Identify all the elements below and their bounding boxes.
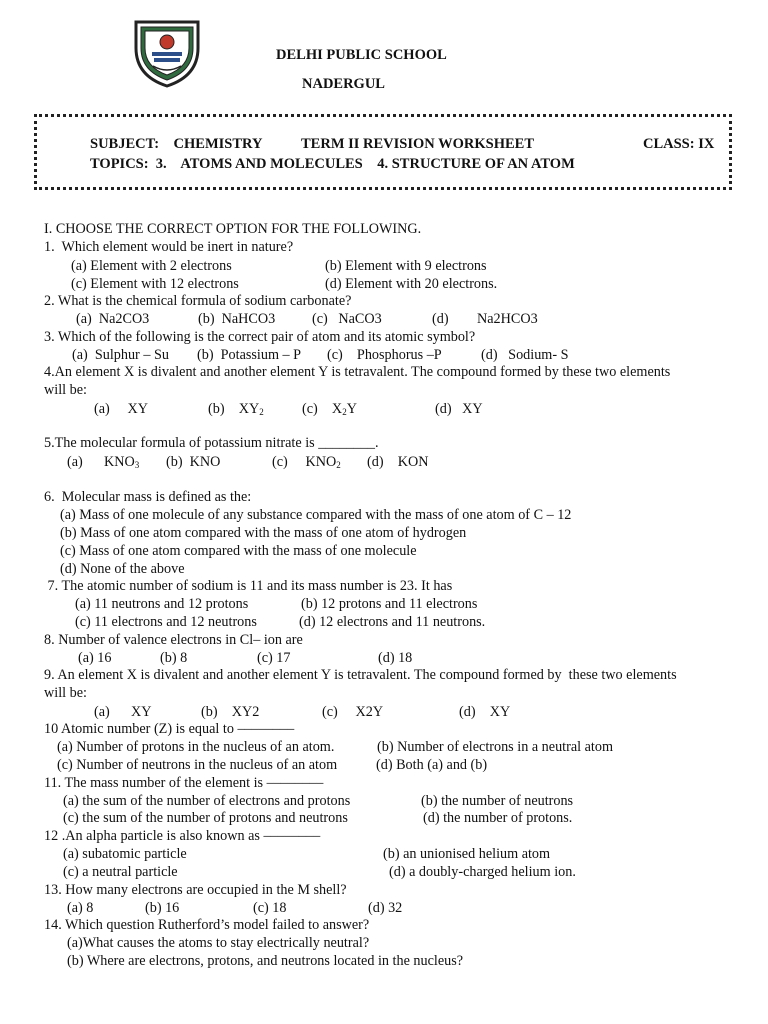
school-location: NADERGUL	[302, 76, 385, 92]
q2-option-d: (d)	[432, 311, 449, 327]
q12-option-b: (b) an unionised helium atom	[383, 846, 551, 862]
q5-option-d: (d) KON	[367, 454, 429, 470]
q5-option-b: (b) KNO	[166, 454, 221, 470]
q3-option-a: (a) Sulphur – Su	[72, 347, 169, 363]
q7-option-b: (b) 12 protons and 11 electrons	[301, 596, 478, 612]
q9-text-line2: will be:	[44, 685, 87, 701]
q4-option-a: (a) XY	[94, 401, 148, 417]
q12-text: 12 .An alpha particle is also known as ––––––––	[44, 828, 321, 844]
q11-option-c: (c) the sum of the number of protons and neutrons	[63, 810, 348, 826]
q5-text: 5.The molecular formula of potassium nitrate is ________.	[44, 435, 379, 451]
q3-option-c: (c) Phosphorus –P	[327, 347, 442, 363]
q2-text: 2. What is the chemical formula of sodium carbonate?	[44, 293, 352, 309]
q10-option-a: (a) Number of protons in the nucleus of an atom.	[57, 739, 335, 755]
q2-option-b: (b) NaHCO3	[198, 311, 276, 327]
q4-text-line1: 4.An element X is divalent and another element Y is tetravalent. The compound formed by these two elements	[44, 364, 671, 380]
q14-option-b: (b) Where are electrons, protons, and neutrons located in the nucleus?	[67, 953, 464, 969]
q3-text: 3. Which of the following is the correct pair of atom and its atomic symbol?	[44, 329, 476, 345]
q12-option-a: (a) subatomic particle	[63, 846, 187, 862]
q7-option-c: (c) 11 electrons and 12 neutrons	[75, 614, 257, 630]
q5-option-c: (c) $KNO_2$	[272, 454, 341, 470]
school-name: DELHI PUBLIC SCHOOL	[276, 47, 447, 63]
worksheet-title: TERM II REVISION WORKSHEET	[301, 136, 534, 152]
q13-option-d: (d) 32	[368, 900, 403, 916]
subject-label: SUBJECT: CHEMISTRY	[90, 136, 263, 152]
q13-option-b: (b) 16	[145, 900, 180, 916]
q12-option-d: (d) a doubly-charged helium ion.	[389, 864, 576, 880]
q6-option-d: (d) None of the above	[60, 561, 185, 577]
topics-label: TOPICS: 3. ATOMS AND MOLECULES 4. STRUCTURE OF AN ATOM	[90, 156, 575, 172]
q7-option-a: (a) 11 neutrons and 12 protons	[75, 596, 249, 612]
q1-option-c: (c) Element with 12 electrons	[71, 276, 239, 292]
q8-option-d: (d) 18	[378, 650, 413, 666]
q3-option-b: (b) Potassium – P	[197, 347, 302, 363]
q11-text: 11. The mass number of the element is ––––––––	[44, 775, 324, 791]
q8-option-b: (b) 8	[160, 650, 188, 666]
q6-option-c: (c) Mass of one atom compared with the mass of one molecule	[60, 543, 417, 559]
q8-text: 8. Number of valence electrons in Cl– ion are	[44, 632, 303, 648]
q4-option-d: (d) XY	[435, 401, 483, 417]
q9-option-a: (a) XY	[94, 704, 152, 720]
school-crest-logo	[128, 18, 206, 88]
q1-text: 1. Which element would be inert in nature?	[44, 239, 294, 255]
q2-option-a: (a) Na2CO3	[76, 311, 150, 327]
q11-option-b: (b) the number of neutrons	[421, 793, 574, 809]
q10-text: 10 Atomic number (Z) is equal to ––––––––	[44, 721, 295, 737]
q10-option-b: (b) Number of electrons in a neutral atom	[377, 739, 613, 755]
q2-option-c: (c) NaCO3	[312, 311, 382, 327]
q14-option-a: (a)What causes the atoms to stay electrically neutral?	[67, 935, 370, 951]
q8-option-a: (a) 16	[78, 650, 112, 666]
q4-option-b: (b) $XY_2$	[208, 401, 264, 417]
q7-option-d: (d) 12 electrons and 11 neutrons.	[299, 614, 486, 630]
q1-option-b: (b) Element with 9 electrons	[325, 258, 487, 274]
class-label: CLASS: IX	[643, 136, 715, 152]
q5-option-a: (a) $KNO_3$	[67, 454, 140, 470]
q7-text: 7. The atomic number of sodium is 11 and its mass number is 23. It has	[44, 578, 453, 594]
q8-option-c: (c) 17	[257, 650, 291, 666]
q3-option-d: (d) Sodium- S	[481, 347, 569, 363]
q1-option-a: (a) Element with 2 electrons	[71, 258, 232, 274]
q12-option-c: (c) a neutral particle	[63, 864, 178, 880]
q9-option-c: (c) X2Y	[322, 704, 384, 720]
q4-text-line2: will be:	[44, 382, 87, 398]
q1-option-d: (d) Element with 20 electrons.	[325, 276, 498, 292]
q11-option-d: (d) the number of protons.	[423, 810, 573, 826]
q13-option-c: (c) 18	[253, 900, 287, 916]
q9-option-d: (d) XY	[459, 704, 511, 720]
q4-option-c: (c) $X_2Y$	[302, 401, 357, 417]
q6-option-a: (a) Mass of one molecule of any substance compared with the mass of one atom of C – 12	[60, 507, 572, 523]
q13-option-a: (a) 8	[67, 900, 94, 916]
q10-option-c: (c) Number of neutrons in the nucleus of an atom	[57, 757, 338, 773]
q9-text-line1: 9. An element X is divalent and another element Y is tetravalent. The compound formed by these two elements	[44, 667, 677, 683]
q6-text: 6. Molecular mass is defined as the:	[44, 489, 252, 505]
q14-text: 14. Which question Rutherford’s model failed to answer?	[44, 917, 370, 933]
q13-text: 13. How many electrons are occupied in the M shell?	[44, 882, 347, 898]
q2-option-d-value: Na2HCO3	[477, 311, 538, 327]
q9-option-b: (b) XY2	[201, 704, 260, 720]
section-title: I. CHOOSE THE CORRECT OPTION FOR THE FOLLOWING.	[44, 221, 422, 237]
q11-option-a: (a) the sum of the number of electrons and protons	[63, 793, 351, 809]
q10-option-d: (d) Both (a) and (b)	[376, 757, 488, 773]
q6-option-b: (b) Mass of one atom compared with the mass of one atom of hydrogen	[60, 525, 467, 541]
